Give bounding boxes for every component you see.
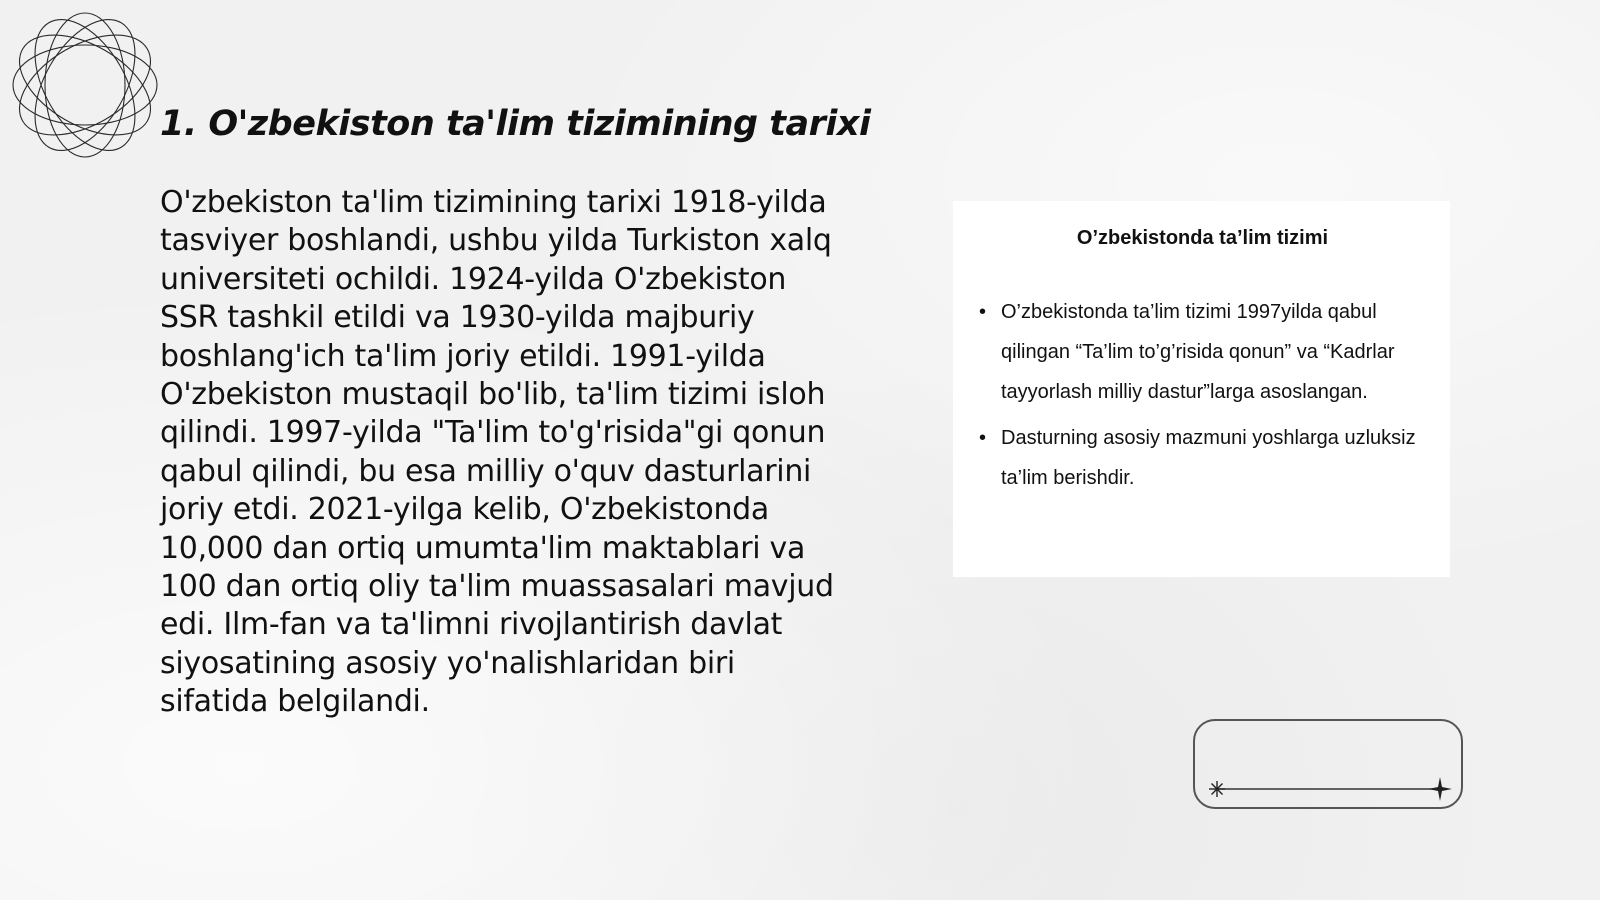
slide-title: 1. O'zbekiston ta'lim tizimining tarixi: [160, 104, 871, 144]
slider-decoration: [1195, 721, 1465, 811]
four-point-star-icon: [1428, 777, 1452, 801]
card-bullet-list: [979, 292, 1426, 498]
card-title: O’zbekistonda ta’lim tizimi: [1076, 227, 1329, 249]
decorative-slider-frame: [1193, 719, 1463, 809]
card-bullet-item: • Dasturning asosiy mazmuni yoshlarga uzluksiz ta’lim berishdir.: [979, 418, 1426, 498]
sparkle-icon: [1209, 781, 1225, 797]
card-bullet-item: • O’zbekistonda ta’lim tizimi 1997yilda qabul qilingan “Ta’lim to’g’risida qonun” va “Kadrlar tayyorlash milliy dastur”larga asoslangan.: [979, 292, 1426, 412]
info-card: [953, 201, 1450, 577]
interlocking-circles-icon: [10, 10, 160, 160]
slide-body-text: O'zbekiston ta'lim tizimining tarixi 1918-yilda tasviyer boshlandi, ushbu yilda Turkiston xalq universiteti ochildi. 1924-yilda O'zbekiston SSR tashkil etildi va 1930-yilda majburiy boshlang'ich ta'lim joriy etildi. 1991-yilda O'zbekiston mustaqil bo'lib, ta'lim tizimi isloh qilindi. 1997-yilda "Ta'lim to'g'risida"gi qonun qabul qilindi, bu esa milliy o'quv dasturlarini joriy etdi. 2021-yilga kelib, O'zbekistonda 10,000 dan ortiq umumta'lim maktablari va 100 dan ortiq oliy ta'lim muassasalari mavjud edi. Ilm-fan va ta'limni rivojlantirish davlat siyosatining asosiy yo'nalishlaridan biri sifatida belgilandi.: [160, 185, 834, 720]
